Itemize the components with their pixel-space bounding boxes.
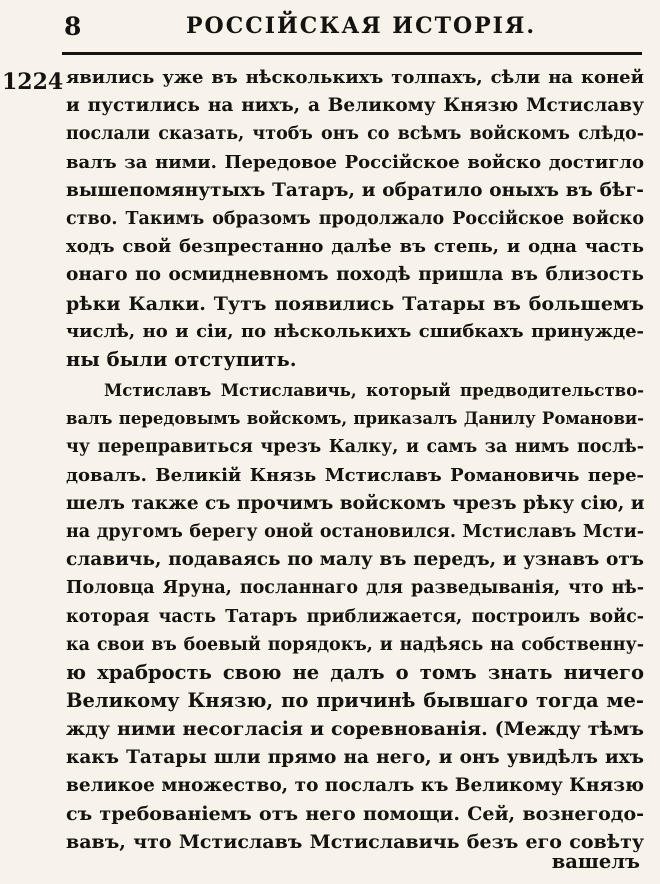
- text-line: которая часть Татаръ приближается, построилъ войс-: [66, 606, 644, 627]
- text-line: жду ними несогласія и соревнованія. (Между тѣмъ: [66, 718, 644, 741]
- text-line: на другомъ берегу оной остановился. Мстиславъ Мсти-: [66, 522, 644, 542]
- text-line: ны были отступить.: [66, 347, 297, 371]
- catchword: вашелъ: [551, 850, 640, 873]
- text-line: явились уже въ нѣсколькихъ толпахъ, сѣли на коней: [66, 67, 644, 88]
- text-line: съ требованіемъ отъ него помощи. Сей, вознегодо-: [66, 802, 644, 825]
- text-line: шелъ также съ прочимъ войскомъ чрезъ рѣку сію, и: [66, 492, 644, 514]
- text-line: онаго по осмидневномъ походѣ пришла въ близость: [66, 264, 644, 286]
- text-line: довалъ. Великій Князь Мстиславъ Романовичь пере-: [66, 464, 644, 486]
- text-line: ство. Такимъ образомъ продолжало Россійское войско: [66, 208, 644, 229]
- text-line: Половца Яруна, посланнаго для разведыванія, что нѣ-: [66, 578, 644, 599]
- text-line: послали сказать, чтобъ онъ со всѣмъ войскомъ слѣдо-: [66, 124, 644, 145]
- header-rule: [62, 52, 642, 55]
- text-line: Великому Князю, по причинѣ бывшаго тогда ме-: [66, 689, 644, 713]
- text-line: валъ передовымъ войскомъ, приказалъ Данилу Романови-: [66, 409, 644, 429]
- text-line: вышепомянутыхъ Татаръ, и обратило оныхъ въ бѣг-: [66, 179, 644, 201]
- text-line: какъ Татары шли прямо на него, и онъ увидѣлъ ихъ: [66, 746, 644, 768]
- text-line: ю храбрость свою не далъ о томъ знать ничего: [66, 660, 644, 684]
- text-line: рѣки Калки. Тутъ появились Татары въ большемъ: [66, 292, 644, 315]
- text-line: славичь, подаваясь по малу въ передъ, и узнавъ отъ: [66, 549, 644, 571]
- text-line: ка свои въ боевый порядокъ, и надѣясь на собственну-: [66, 634, 644, 655]
- paragraph-1: [66, 64, 644, 374]
- text-line: и пустились на нихъ, а Великому Князю Мстиславу: [66, 95, 644, 117]
- text-line: ходъ свой безпрестанно далѣе въ степь, и одна часть: [66, 236, 644, 258]
- paragraph-2: [66, 377, 644, 856]
- text-line: валъ за ними. Передовое Россійское войско достигло: [66, 151, 644, 173]
- page-number: 8: [64, 12, 82, 41]
- margin-year: 1224: [2, 69, 64, 95]
- text-line: вавъ, что Мстиславъ Мстиславичь безъ его совѣту: [66, 831, 644, 854]
- body-text: [66, 64, 644, 856]
- text-line: Мстиславъ Мстиславичь, который предводительство-: [104, 381, 644, 401]
- text-line: великое множество, то послалъ къ Великому Князю: [66, 774, 644, 796]
- text-line: числѣ, но и сіи, по нѣсколькихъ сшибкахъ принужде-: [66, 320, 644, 342]
- running-title: РОССІЙСКАЯ ИСТОРІЯ.: [186, 13, 537, 39]
- text-line: чу переправиться чрезъ Калку, и самъ за нимъ послѣ-: [66, 437, 644, 458]
